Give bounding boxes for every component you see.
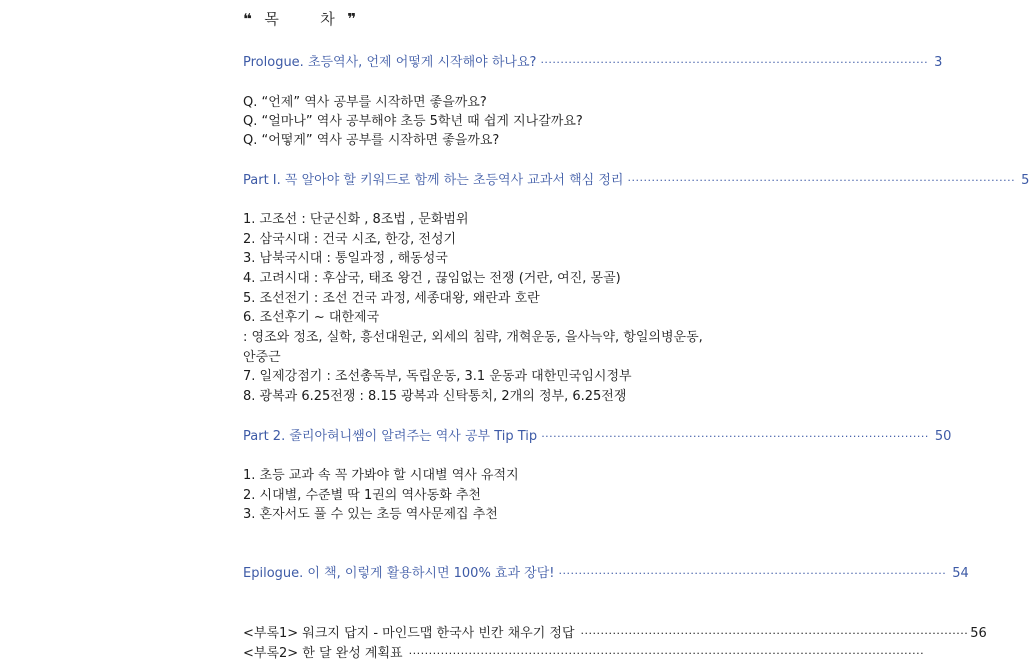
leader-dots: ································································································· (558, 567, 947, 580)
list-item: 2. 삼국시대 : 건국 시조, 한강, 전성기 (243, 232, 457, 247)
toc-entry-part1[interactable] (243, 169, 1029, 188)
toc-entry-prologue[interactable] (243, 51, 943, 70)
toc-entry-page: 54 (952, 566, 969, 581)
toc-entry-page: 50 (934, 429, 952, 444)
list-item: 4. 고려시대 : 후삼국, 태조 왕건 , 끊임없는 전쟁 (거란, 여진, 몽골) (243, 271, 621, 286)
list-item: 안중근 (243, 350, 281, 365)
leader-dots: ································································································· (540, 56, 929, 69)
list-item: 8. 광복과 6.25전쟁 : 8.15 광복과 신탁통치, 2개의 정부, 6.25전쟁 (243, 389, 627, 404)
toc-entry-label: <부록2> 한 달 완성 계획표 (243, 646, 403, 661)
list-item: 5. 조선전기 : 조선 건국 과정, 세종대왕, 왜란과 호란 (243, 291, 540, 306)
leader-dots: ································································································· (541, 430, 929, 443)
list-item: 2. 시대별, 수준별 딱 1권의 역사동화 추천 (243, 488, 481, 503)
list-item: Q. “언제” 역사 공부를 시작하면 좋을까요? (243, 95, 487, 110)
list-item: 1. 고조선 : 단군신화 , 8조법 , 문화범위 (243, 212, 469, 227)
toc-title (243, 8, 357, 29)
toc-entry-page: 56 (970, 626, 987, 641)
list-item: 7. 일제강점기 : 조선총독부, 독립운동, 3.1 운동과 대한민국임시정부 (243, 369, 632, 384)
list-item: 6. 조선후기 ~ 대한제국 (243, 310, 380, 325)
toc-entry-appendix-2[interactable] (243, 642, 925, 661)
list-item: 3. 남북국시대 : 통일과정 , 해동성국 (243, 251, 448, 266)
toc-entry-part2[interactable] (243, 425, 952, 444)
toc-entry-label: <부록1> 워크지 답지 - 마인드맵 한국사 빈칸 채우기 정답 (243, 626, 575, 641)
open-quote-icon: ❝ (243, 10, 253, 28)
list-item: : 영조와 정조, 실학, 흥선대원군, 외세의 침략, 개혁운동, 을사늑약, 항일의병운동, (243, 330, 703, 345)
close-quote-icon: ❞ (347, 10, 358, 28)
leader-dots: ································································································· (580, 627, 969, 640)
toc-entry-page: 5 (1021, 173, 1029, 188)
leader-dots: ································································································································· (408, 647, 925, 660)
toc-entry-label: Epilogue. 이 책, 이렇게 활용하시면 100% 효과 장담! (243, 566, 555, 581)
list-item: Q. “얼마나” 역사 공부해야 초등 5학년 때 쉽게 지나갈까요? (243, 114, 583, 129)
list-item: 1. 초등 교과 속 꼭 가봐야 할 시대별 역사 유적지 (243, 468, 519, 483)
toc-entry-label: Prologue. 초등역사, 언제 어떻게 시작해야 하나요? (243, 55, 537, 70)
toc-entry-epilogue[interactable] (243, 562, 969, 581)
toc-entry-label: Part 2. 줄리아혀니쌤이 알려주는 역사 공부 Tip Tip (243, 429, 538, 444)
list-item: Q. “어떻게” 역사 공부를 시작하면 좋을까요? (243, 133, 500, 148)
list-item: 3. 혼자서도 풀 수 있는 초등 역사문제집 추천 (243, 507, 498, 522)
toc-entry-appendix-1[interactable] (243, 622, 987, 641)
leader-dots: ································································································· (627, 174, 1016, 187)
toc-entry-page: 3 (934, 55, 943, 70)
toc-entry-label: Part Ⅰ. 꼭 알아야 할 키워드로 함께 하는 초등역사 교과서 핵심 정리 (243, 173, 624, 188)
toc-title-text: 목 차 (264, 10, 336, 28)
